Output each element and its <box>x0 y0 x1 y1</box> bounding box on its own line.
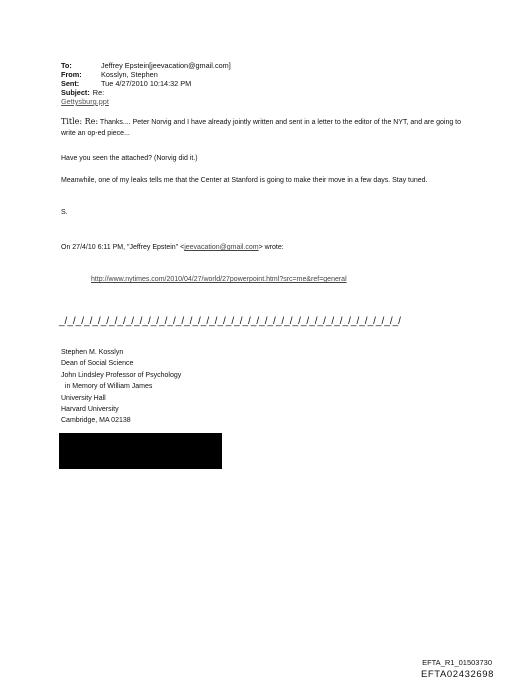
signature-line: University Hall <box>61 394 106 402</box>
body-paragraph-2: Have you seen the attached? (Norvig did it.) <box>61 155 198 162</box>
quote-suffix: > wrote: <box>258 244 284 251</box>
body-paragraph-3: Meanwhile, one of my leaks tells me that the Center at Stanford is going to make their move in a few days. Stay tuned. <box>61 177 428 184</box>
signature-line: John Lindsley Professor of Psychology <box>61 371 182 379</box>
to-label: To: <box>61 61 72 70</box>
signature-line: Dean of Social Science <box>61 360 134 368</box>
title-label: Title: Re: <box>61 117 99 126</box>
to-value: Jeffrey Epstein[jeevacation@gmail.com] <box>101 61 231 70</box>
signature-line: in Memory of William James <box>61 383 153 391</box>
body-paragraph-1 <box>61 117 461 139</box>
body-text-1: Thanks.... Peter Norvig and I have already jointly written and sent in a letter to the editor of the NYT, and are going to write an op-ed piece... <box>61 119 462 137</box>
signature-line: Harvard University <box>61 406 119 414</box>
subject-line <box>61 88 104 97</box>
sent-line <box>61 79 191 88</box>
sent-label: Sent: <box>61 79 80 88</box>
body-paragraph-4: S. <box>61 209 68 216</box>
quote-email-link[interactable]: jeevacation@gmail.com <box>184 244 259 251</box>
from-label: From: <box>61 70 82 79</box>
document-id-secondary: EFTA02432698 <box>420 669 494 680</box>
from-value: Kosslyn, Stephen <box>101 70 158 79</box>
document-id-primary: EFTA_R1_01503730 <box>422 658 492 667</box>
signature-line: Cambridge, MA 02138 <box>61 417 131 425</box>
to-line <box>61 61 231 70</box>
article-url[interactable]: http://www.nytimes.com/2010/04/27/world/27powerpoint.html?src=me&ref=general <box>91 276 347 283</box>
subject-label: Subject: <box>61 88 90 97</box>
subject-value: Re: <box>92 88 105 97</box>
signature-divider: _/_/_/_/_/_/_/_/_/_/_/_/_/_/_/_/_/_/_/_/_/_/_/_/_/_/_/_/_/_/_/_/_/_/_/_/_/_/_/_/_/ <box>59 316 401 327</box>
signature-block <box>61 347 181 427</box>
redaction-box <box>59 433 222 469</box>
attachment-link[interactable]: Gettysburg.ppt <box>61 97 109 106</box>
from-line <box>61 70 158 79</box>
signature-line: Stephen M. Kosslyn <box>61 349 124 356</box>
article-url-link[interactable] <box>91 276 347 283</box>
quote-line <box>61 243 461 254</box>
quote-prefix: On 27/4/10 6:11 PM, "Jeffrey Epstein" < <box>61 244 185 251</box>
sent-value: Tue 4/27/2010 10:14:32 PM <box>101 79 192 88</box>
